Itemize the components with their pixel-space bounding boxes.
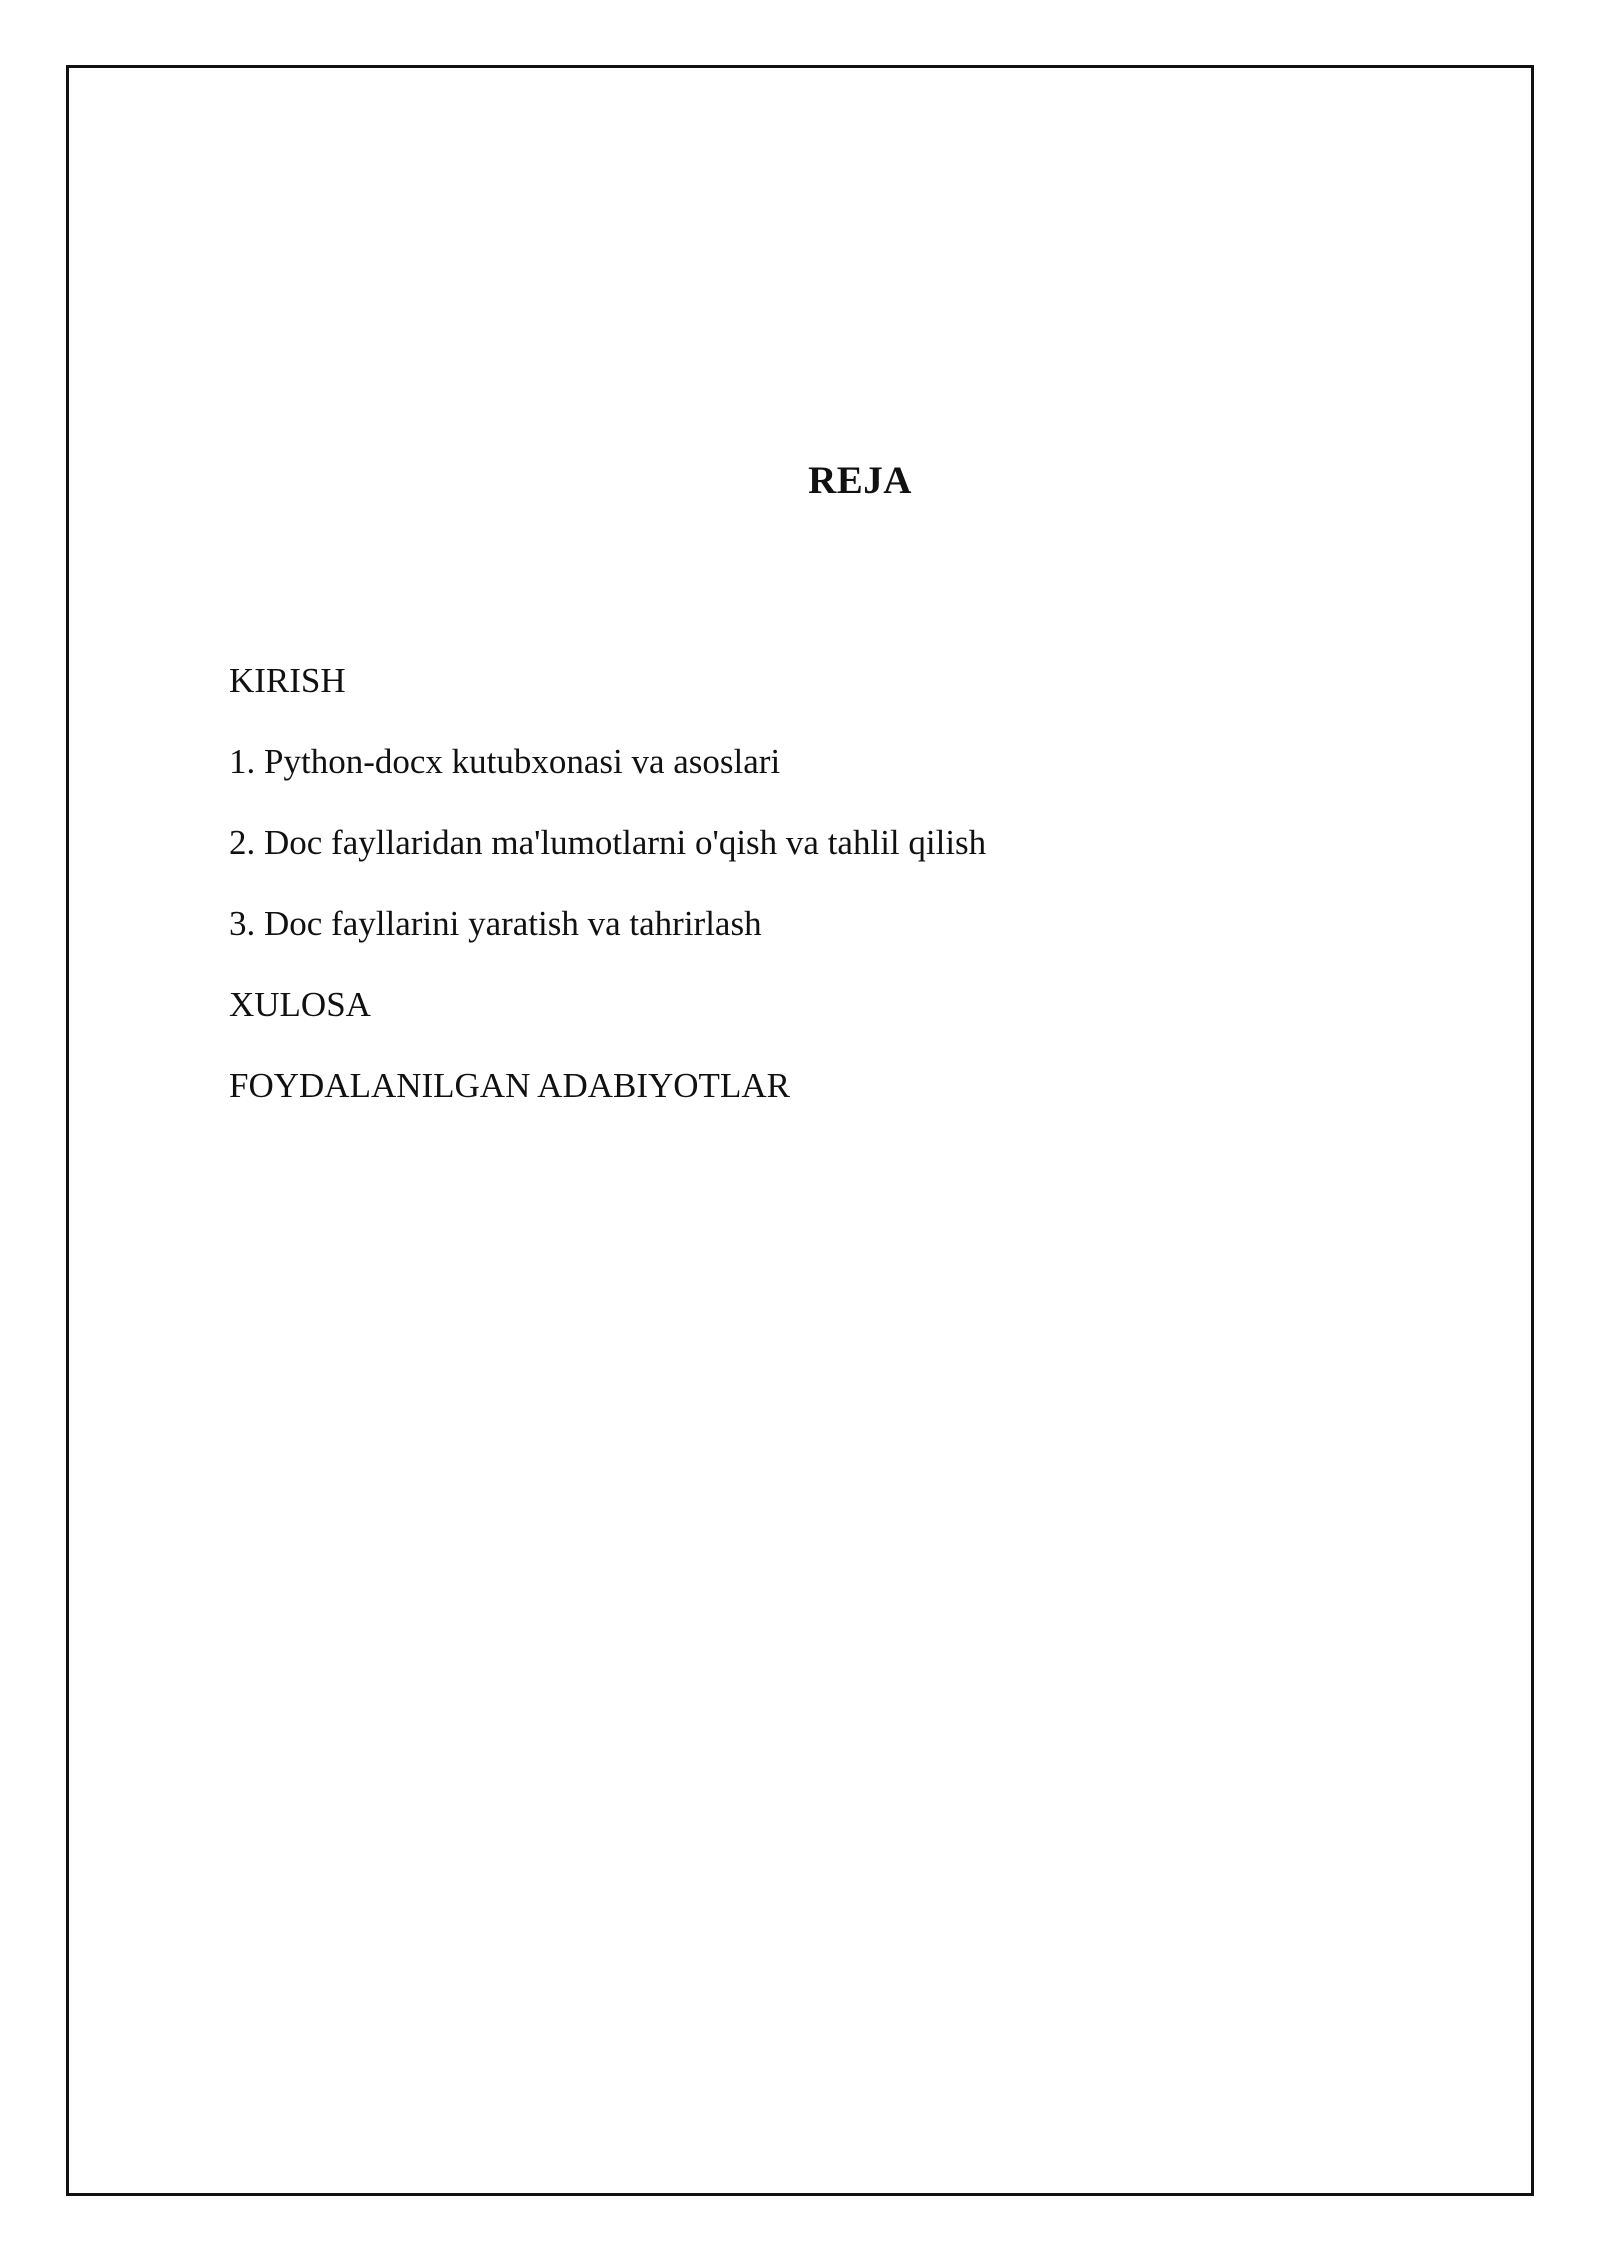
plan-item-section-1: 1. Python-docx kutubxonasi va asoslari [229,742,781,781]
plan-item-section-3: 3. Doc fayllarini yaratish va tahrirlash [229,904,762,943]
plan-item-conclusion: XULOSA [229,985,371,1024]
plan-item-references: FOYDALANILGAN ADABIYOTLAR [229,1066,790,1105]
plan-item-introduction: KIRISH [229,661,346,700]
page-title: REJA [808,459,912,502]
page-border-frame [66,65,1534,2196]
plan-list [229,640,986,1126]
plan-item-section-2: 2. Doc fayllaridan ma'lumotlarni o'qish va tahlil qilish [229,823,987,862]
